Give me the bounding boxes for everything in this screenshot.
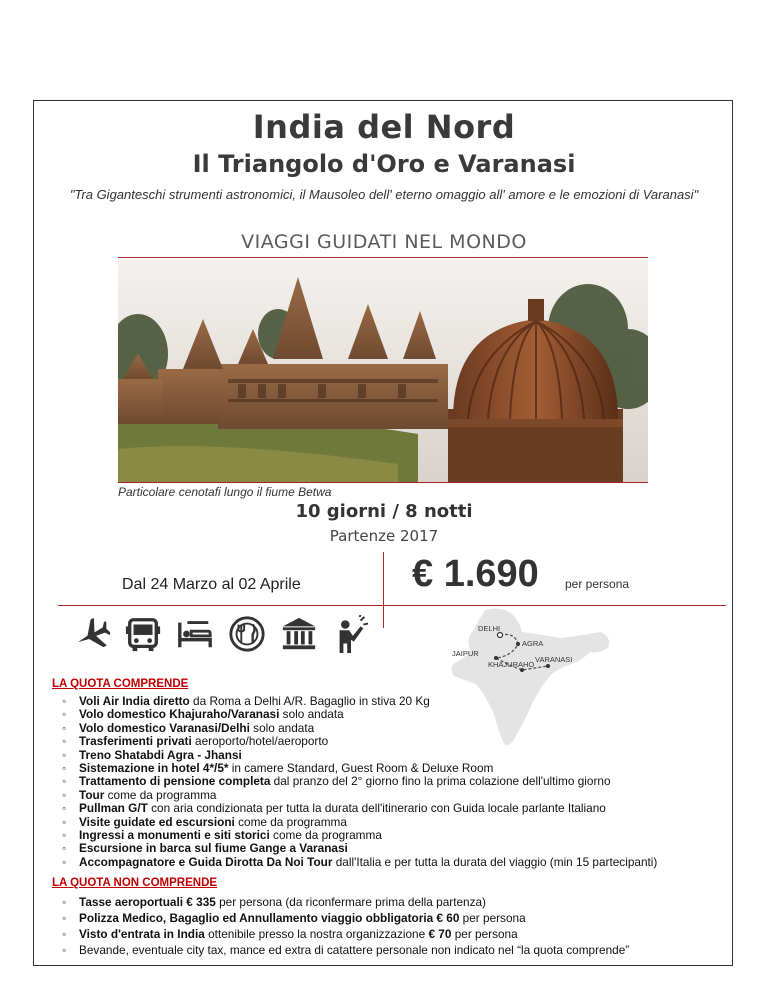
list-item xyxy=(62,926,629,942)
included-list xyxy=(62,695,657,869)
list-item xyxy=(62,762,657,775)
item-text: per persona xyxy=(459,911,526,925)
price-unit: per persona xyxy=(565,577,630,591)
included-heading: LA QUOTA COMPRENDE xyxy=(52,678,189,690)
page-title: India del Nord xyxy=(252,108,516,146)
item-bold: Escursione in barca sul fiume Gange a Varanasi xyxy=(79,841,348,856)
brand-label: VIAGGI GUIDATI NEL MONDO xyxy=(241,231,527,253)
travel-dates: Dal 24 Marzo al 02 Aprile xyxy=(122,576,301,593)
item-text: dal pranzo del 2° giorno fino la prima colazione dell'ultimo giorno xyxy=(270,774,611,789)
list-item xyxy=(62,735,657,748)
list-item xyxy=(62,708,657,721)
excluded-list xyxy=(62,894,629,958)
plane-icon xyxy=(72,615,110,653)
price-value: € 1.690 xyxy=(412,553,539,595)
item-bold: Voli Air India diretto xyxy=(79,694,190,708)
item-bold: Sistemazione in hotel 4*/5* xyxy=(79,761,229,776)
item-bold: Volo domestico Varanasi/Delhi xyxy=(79,720,250,735)
hero-photo xyxy=(118,259,648,482)
item-bold: € 70 xyxy=(428,927,452,941)
price-divider xyxy=(383,552,384,628)
map-label-varanasi: VARANASI xyxy=(535,655,573,664)
item-bold: Polizza Medico, Bagaglio ed Annullamento viaggio obbligatoria € 60 xyxy=(79,911,460,925)
item-text: con aria condizionata per tutta la durata dell'itinerario con Guida locale parlante Italiano xyxy=(147,801,606,816)
item-text: per persona (da riconfermare prima della partenza) xyxy=(215,895,486,909)
tagline-quote: "Tra Giganteschi strumenti astronomici, il Mausoleo dell' eterno omaggio all' amore e le emozioni di Varanasi" xyxy=(69,187,699,202)
item-bold: Visto d'entrata in India xyxy=(79,927,205,941)
bed-icon xyxy=(176,615,214,653)
monument-icon xyxy=(280,615,318,653)
list-item xyxy=(62,942,629,958)
item-text: in camere Standard, Guest Room & Deluxe Room xyxy=(228,761,494,776)
item-text: dall'Italia e per tutta la durata del viaggio (min 15 partecipanti) xyxy=(332,854,658,869)
list-item xyxy=(62,856,657,869)
item-text: come da programma xyxy=(104,787,217,802)
item-text: come da programma xyxy=(269,828,382,843)
item-bold: Trattamento di pensione completa xyxy=(79,774,271,789)
excluded-heading: LA QUOTA NON COMPRENDE xyxy=(52,877,218,889)
list-item xyxy=(62,802,657,815)
map-label-agra: AGRA xyxy=(522,639,544,648)
item-bold: Visite guidate ed escursioni xyxy=(79,814,235,829)
list-item xyxy=(62,829,657,842)
item-text: ottenibile presso la nostra organizzazione xyxy=(204,927,429,941)
price-rule xyxy=(58,605,726,606)
dining-icon xyxy=(228,615,266,653)
list-item xyxy=(62,842,657,855)
item-text: solo andata xyxy=(249,720,315,735)
list-item xyxy=(62,910,629,926)
map-label-delhi: DELHI xyxy=(478,624,501,633)
guide-icon xyxy=(332,615,370,653)
item-bold: Accompagnatore e Guida Dirotta Da Noi Tour xyxy=(79,854,333,869)
departures-year: Partenze 2017 xyxy=(329,527,439,545)
item-text: per persona xyxy=(451,927,518,941)
item-bold: Volo domestico Khajuraho/Varanasi xyxy=(79,707,280,722)
item-bold: Ingressi a monumenti e siti storici xyxy=(79,828,270,843)
item-bold: Treno Shatabdi Agra - Jhansi xyxy=(79,747,242,762)
list-item xyxy=(62,894,629,910)
item-text: aeroporto/hotel/aeroporto xyxy=(191,734,329,749)
page-subtitle: Il Triangolo d'Oro e Varanasi xyxy=(192,150,576,178)
item-text: solo andata xyxy=(279,707,344,722)
list-item xyxy=(62,695,657,708)
item-text: da Roma a Delhi A/R. Bagaglio in stiva 20 Kg xyxy=(189,694,430,708)
item-bold: Tour xyxy=(79,787,105,802)
item-bold: Pullman G/T xyxy=(79,801,148,816)
item-bold: Trasferimenti privati xyxy=(79,734,192,749)
list-item xyxy=(62,749,657,762)
bus-icon xyxy=(124,615,162,653)
list-item xyxy=(62,816,657,829)
photo-top-rule xyxy=(118,257,648,258)
list-item xyxy=(62,722,657,735)
photo-caption: Particolare cenotafi lungo il fiume Betwa xyxy=(118,485,332,499)
list-item xyxy=(62,789,657,802)
item-bold: Tasse aeroportuali € 335 xyxy=(79,895,216,909)
list-item xyxy=(62,775,657,788)
map-label-jaipur: JAIPUR xyxy=(452,649,479,658)
services-icons xyxy=(72,612,370,656)
map-label-khajuraho: KHAJURAHO xyxy=(488,660,535,669)
item-text: Bevande, eventuale city tax, mance ed extra di catattere personale non indicato nel “la quota comprende” xyxy=(79,943,630,957)
item-text: come da programma xyxy=(234,814,347,829)
trip-duration: 10 giorni / 8 notti xyxy=(295,501,473,522)
photo-bottom-rule xyxy=(118,482,648,483)
